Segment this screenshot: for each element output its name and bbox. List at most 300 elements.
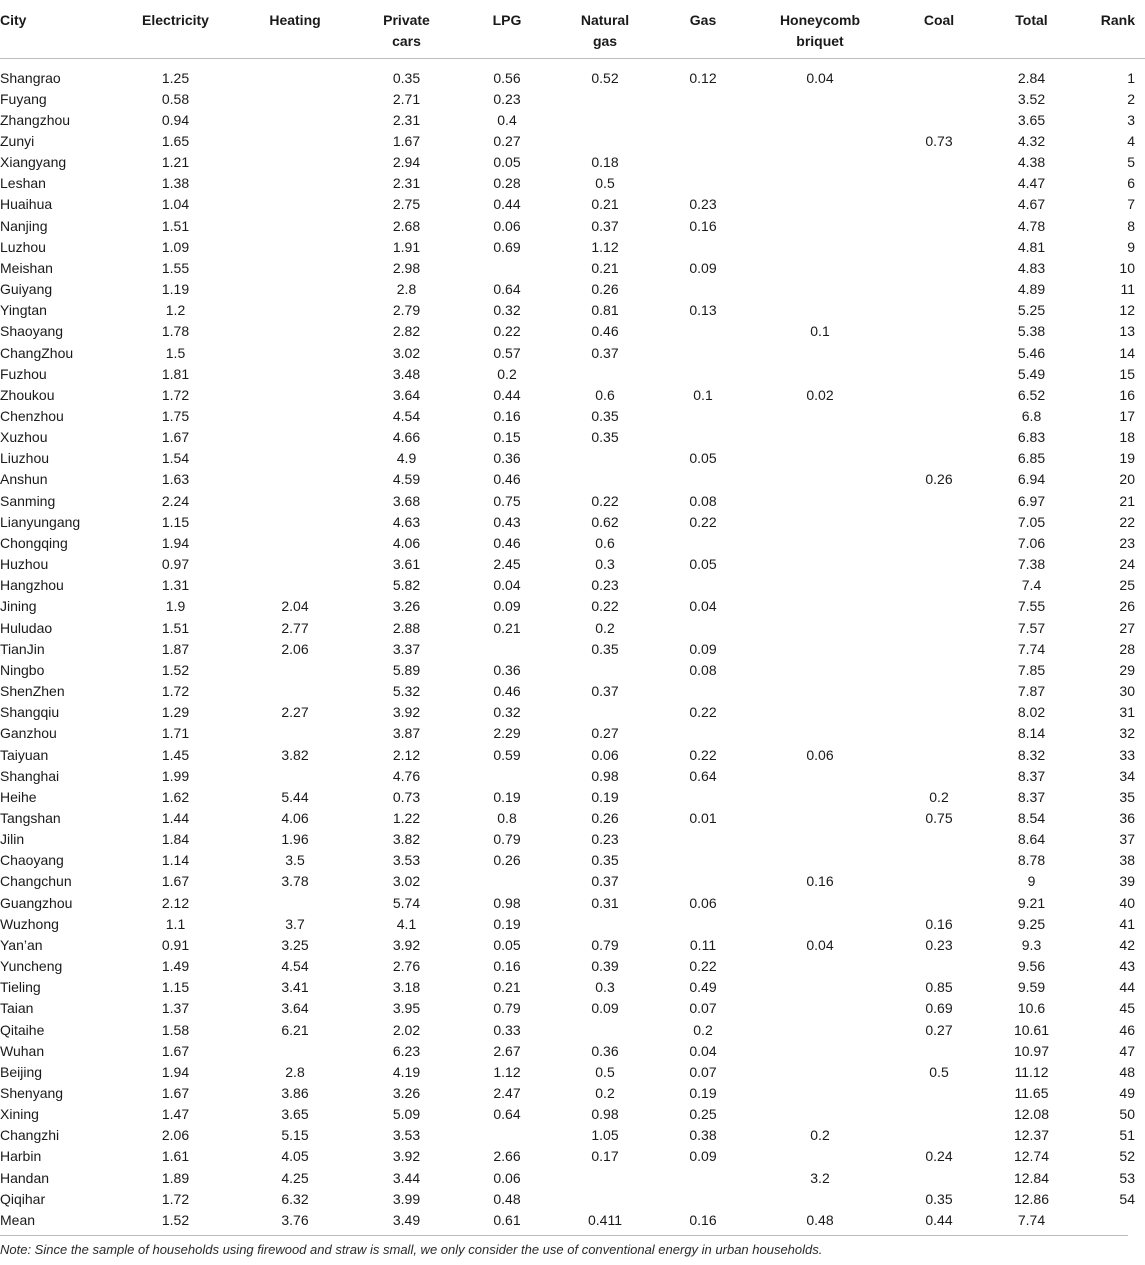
cell-city: Shaoyang xyxy=(0,323,64,340)
cell-heating xyxy=(241,110,349,131)
cell-rank xyxy=(1079,1210,1145,1231)
table-row xyxy=(0,1062,1145,1083)
cell-total: 4.81 xyxy=(1017,238,1046,255)
cell-coal xyxy=(894,554,984,575)
cell-private-cars: 4.1 xyxy=(396,915,417,932)
table-row xyxy=(0,173,1145,194)
cell-heating xyxy=(241,575,349,596)
cell-lpg: 0.32 xyxy=(493,302,521,319)
cell-electricity: 1.51 xyxy=(161,217,190,234)
cell-electricity: 0.91 xyxy=(161,936,190,953)
cell-coal xyxy=(894,237,984,258)
cell-heating xyxy=(241,491,349,512)
cell-city: Leshan xyxy=(0,175,46,192)
cell-natural-gas: 0.19 xyxy=(591,788,619,805)
cell-natural-gas: 0.23 xyxy=(591,831,619,848)
cell-gas xyxy=(660,575,746,596)
cell-coal: 0.2 xyxy=(929,788,949,805)
cell-lpg: 0.61 xyxy=(493,1211,521,1228)
cell-lpg: 0.21 xyxy=(493,619,521,636)
cell-city: Jining xyxy=(0,598,37,615)
cell-heating xyxy=(241,194,349,215)
column-header-label: Rank xyxy=(1100,12,1135,28)
cell-heating xyxy=(241,300,349,321)
cell-coal xyxy=(894,1041,984,1062)
cell-rank: 11 xyxy=(1120,281,1135,298)
table-row xyxy=(0,1083,1145,1104)
cell-city: Huaihua xyxy=(0,196,53,213)
cell-city: Changchun xyxy=(0,873,72,890)
cell-coal xyxy=(894,427,984,448)
cell-gas: 0.04 xyxy=(689,1042,717,1059)
cell-gas xyxy=(660,89,746,110)
cell-lpg: 0.22 xyxy=(493,323,521,340)
cell-gas: 0.64 xyxy=(689,767,717,784)
cell-lpg: 2.66 xyxy=(493,1148,521,1165)
cell-honeycomb xyxy=(746,1020,894,1041)
cell-private-cars: 3.99 xyxy=(392,1190,421,1207)
cell-heating xyxy=(241,893,349,914)
cell-city: Chongqing xyxy=(0,534,68,551)
cell-natural-gas: 0.23 xyxy=(591,577,619,594)
cell-coal xyxy=(894,89,984,110)
cell-natural-gas: 0.35 xyxy=(591,408,619,424)
cell-natural-gas: 0.35 xyxy=(591,429,619,446)
cell-honeycomb xyxy=(746,300,894,321)
cell-honeycomb xyxy=(746,766,894,787)
cell-honeycomb xyxy=(746,173,894,194)
cell-heating: 4.25 xyxy=(281,1169,309,1186)
cell-electricity: 1.72 xyxy=(161,1190,190,1207)
cell-electricity: 1.14 xyxy=(161,852,190,869)
cell-gas: 0.11 xyxy=(689,936,717,953)
cell-total: 9.21 xyxy=(1017,894,1046,911)
cell-total: 4.32 xyxy=(1017,132,1046,149)
cell-heating: 3.86 xyxy=(281,1085,309,1101)
table-row xyxy=(0,977,1145,998)
cell-rank: 54 xyxy=(1119,1190,1135,1207)
cell-electricity: 1.62 xyxy=(161,788,190,805)
cell-heating xyxy=(241,279,349,300)
cell-heating: 3.5 xyxy=(285,852,305,869)
cell-honeycomb xyxy=(746,977,894,998)
cell-total: 12.84 xyxy=(1013,1169,1050,1186)
cell-total: 5.25 xyxy=(1017,302,1046,319)
cell-coal: 0.73 xyxy=(925,132,953,149)
cell-honeycomb xyxy=(746,639,894,660)
cell-heating: 3.65 xyxy=(281,1106,309,1123)
cell-coal xyxy=(894,681,984,702)
table-note: Note: Since the sample of households using firewood and straw is small, we only consider the use of conventional energy in urban households. xyxy=(0,1242,823,1258)
cell-private-cars: 3.61 xyxy=(392,556,421,573)
cell-coal: 0.44 xyxy=(925,1211,953,1228)
cell-lpg xyxy=(464,766,550,787)
cell-coal: 0.23 xyxy=(925,936,953,953)
cell-rank: 51 xyxy=(1119,1127,1135,1144)
cell-gas xyxy=(660,850,746,871)
cell-city: Huludao xyxy=(0,619,53,636)
cell-gas: 0.22 xyxy=(689,746,717,763)
table-row xyxy=(0,1168,1145,1189)
cell-gas: 0.09 xyxy=(689,1148,717,1165)
cell-gas: 0.2 xyxy=(693,1021,713,1038)
cell-rank: 10 xyxy=(1119,259,1135,276)
cell-heating: 4.05 xyxy=(281,1148,309,1165)
cell-gas xyxy=(660,1168,746,1189)
cell-gas xyxy=(660,406,746,427)
cell-lpg xyxy=(464,871,550,892)
cell-natural-gas xyxy=(550,364,660,385)
cell-honeycomb: 0.48 xyxy=(806,1211,834,1228)
cell-lpg: 1.12 xyxy=(493,1063,521,1080)
cell-gas: 0.07 xyxy=(689,1063,717,1080)
column-header-natural-gas xyxy=(550,0,660,58)
cell-total: 4.38 xyxy=(1017,154,1046,171)
cell-rank: 43 xyxy=(1119,958,1135,975)
table-row xyxy=(0,533,1145,554)
cell-coal xyxy=(894,385,984,406)
table-row xyxy=(0,110,1145,131)
cell-rank: 36 xyxy=(1119,809,1135,826)
cell-electricity: 2.06 xyxy=(161,1127,190,1144)
table-row xyxy=(0,131,1145,152)
cell-honeycomb: 0.04 xyxy=(806,936,834,953)
cell-heating xyxy=(241,448,349,469)
cell-electricity: 1.04 xyxy=(161,196,190,213)
cell-honeycomb xyxy=(746,998,894,1019)
cell-electricity: 1.55 xyxy=(161,259,190,276)
cell-natural-gas xyxy=(550,702,660,723)
cell-natural-gas: 0.46 xyxy=(591,323,619,340)
cell-coal xyxy=(894,321,984,342)
cell-total: 8.78 xyxy=(1017,852,1046,869)
cell-private-cars: 3.92 xyxy=(392,1148,421,1165)
cell-city: Guangzhou xyxy=(0,894,73,911)
cell-total: 8.37 xyxy=(1017,767,1046,784)
cell-gas xyxy=(660,1189,746,1210)
cell-electricity: 1.52 xyxy=(161,661,190,678)
cell-lpg: 0.44 xyxy=(493,386,521,403)
cell-coal xyxy=(894,152,984,173)
cell-heating xyxy=(241,152,349,173)
cell-rank: 38 xyxy=(1119,852,1135,869)
cell-rank: 21 xyxy=(1119,492,1135,509)
cell-lpg: 0.46 xyxy=(493,683,521,700)
cell-heating xyxy=(241,427,349,448)
column-header-gas xyxy=(660,0,746,58)
column-header-label: Total xyxy=(1015,12,1048,28)
cell-private-cars: 2.79 xyxy=(392,302,421,319)
cell-lpg: 2.45 xyxy=(493,556,521,573)
cell-rank: 9 xyxy=(1127,238,1135,255)
cell-electricity: 0.58 xyxy=(161,90,190,107)
table-header-row xyxy=(0,0,1145,58)
cell-coal xyxy=(894,639,984,660)
cell-electricity: 1.71 xyxy=(161,725,190,742)
cell-honeycomb xyxy=(746,343,894,364)
cell-heating: 3.82 xyxy=(281,746,309,763)
cell-private-cars: 2.94 xyxy=(392,154,421,171)
cell-private-cars: 3.64 xyxy=(392,386,421,403)
cell-rank: 15 xyxy=(1119,365,1135,382)
cell-natural-gas: 0.98 xyxy=(591,1106,619,1123)
cell-heating: 3.25 xyxy=(281,936,309,953)
cell-heating xyxy=(241,89,349,110)
cell-private-cars: 3.68 xyxy=(392,492,421,509)
cell-lpg: 0.59 xyxy=(493,746,521,763)
cell-rank: 44 xyxy=(1119,979,1135,996)
cell-total: 12.08 xyxy=(1013,1106,1050,1123)
cell-honeycomb xyxy=(746,596,894,617)
cell-city: Taiyuan xyxy=(0,746,49,763)
table-body xyxy=(0,58,1145,1231)
cell-total: 7.38 xyxy=(1017,556,1046,573)
cell-coal xyxy=(894,660,984,681)
cell-coal xyxy=(894,766,984,787)
cell-coal xyxy=(894,1083,984,1104)
table-row xyxy=(0,935,1145,956)
cell-gas xyxy=(660,871,746,892)
cell-city: Shanghai xyxy=(0,767,60,784)
cell-natural-gas: 0.3 xyxy=(595,556,615,573)
cell-coal xyxy=(894,871,984,892)
cell-total: 11.65 xyxy=(1014,1085,1049,1101)
cell-private-cars: 2.71 xyxy=(392,90,421,107)
cell-coal xyxy=(894,745,984,766)
table-row xyxy=(0,1125,1145,1146)
cell-honeycomb: 0.2 xyxy=(810,1127,830,1144)
cell-rank: 20 xyxy=(1119,471,1135,488)
cell-honeycomb xyxy=(746,1062,894,1083)
cell-electricity: 1.25 xyxy=(161,69,190,86)
cell-electricity: 1.94 xyxy=(161,1063,190,1080)
cell-total: 5.49 xyxy=(1017,365,1046,382)
cell-heating: 3.64 xyxy=(281,1000,309,1017)
cell-total: 8.32 xyxy=(1017,746,1046,763)
cell-honeycomb xyxy=(746,554,894,575)
cell-natural-gas: 0.21 xyxy=(591,259,619,276)
cell-gas: 0.12 xyxy=(689,69,717,86)
cell-gas: 0.08 xyxy=(689,492,717,509)
cell-coal: 0.85 xyxy=(925,979,953,996)
cell-lpg: 0.21 xyxy=(493,979,521,996)
cell-city: Sanming xyxy=(0,492,56,509)
cell-lpg: 0.44 xyxy=(493,196,521,213)
cell-electricity: 0.97 xyxy=(161,556,190,573)
cell-lpg: 0.79 xyxy=(493,831,521,848)
column-header-label-line2: gas xyxy=(592,33,618,49)
cell-private-cars: 4.59 xyxy=(392,471,421,488)
cell-natural-gas: 0.79 xyxy=(591,936,619,953)
cell-total: 7.4 xyxy=(1021,577,1042,594)
table-row xyxy=(0,850,1145,871)
cell-honeycomb xyxy=(746,723,894,744)
cell-lpg: 0.05 xyxy=(493,936,521,953)
cell-gas xyxy=(660,152,746,173)
column-header-label: Honeycomb xyxy=(779,12,861,28)
cell-lpg: 0.19 xyxy=(493,788,521,805)
cell-private-cars: 3.48 xyxy=(392,365,421,382)
cell-honeycomb xyxy=(746,448,894,469)
cell-city: Tieling xyxy=(0,979,41,996)
cell-lpg: 0.56 xyxy=(493,69,521,86)
cell-gas: 0.19 xyxy=(689,1085,717,1101)
cell-heating: 2.06 xyxy=(281,640,309,657)
cell-heating xyxy=(241,68,349,89)
cell-city: Zhoukou xyxy=(0,386,55,403)
table-row xyxy=(0,194,1145,215)
cell-honeycomb xyxy=(746,89,894,110)
cell-honeycomb xyxy=(746,829,894,850)
table-row xyxy=(0,406,1145,427)
cell-electricity: 1.49 xyxy=(161,958,190,975)
cell-heating xyxy=(241,131,349,152)
table-row xyxy=(0,618,1145,639)
cell-heating: 2.27 xyxy=(281,704,309,721)
cell-gas xyxy=(660,829,746,850)
cell-natural-gas xyxy=(550,1020,660,1041)
cell-rank: 13 xyxy=(1119,323,1135,340)
cell-lpg: 0.04 xyxy=(493,577,521,594)
cell-heating xyxy=(241,321,349,342)
cell-honeycomb xyxy=(746,1041,894,1062)
cell-natural-gas xyxy=(550,110,660,131)
cell-city: Fuyang xyxy=(0,90,47,107)
cell-rank: 25 xyxy=(1119,577,1135,594)
cell-rank: 32 xyxy=(1119,725,1135,742)
cell-private-cars: 3.92 xyxy=(392,936,421,953)
cell-honeycomb: 0.1 xyxy=(810,323,830,340)
cell-heating xyxy=(241,385,349,406)
cell-city: Shenyang xyxy=(0,1085,64,1101)
cell-natural-gas: 0.35 xyxy=(591,852,619,869)
cell-electricity: 1.75 xyxy=(161,408,190,424)
table-row xyxy=(0,512,1145,533)
cell-gas: 0.22 xyxy=(689,704,717,721)
cell-natural-gas xyxy=(550,469,660,490)
cell-natural-gas: 0.81 xyxy=(591,302,619,319)
cell-heating: 6.32 xyxy=(281,1190,309,1207)
cell-city: Heihe xyxy=(0,788,37,805)
cell-honeycomb xyxy=(746,512,894,533)
cell-electricity: 1.15 xyxy=(161,979,190,996)
cell-honeycomb: 3.2 xyxy=(810,1169,830,1186)
cell-rank: 39 xyxy=(1119,873,1135,890)
table-row xyxy=(0,914,1145,935)
cell-coal xyxy=(894,596,984,617)
table-row xyxy=(0,343,1145,364)
cell-gas: 0.13 xyxy=(689,302,717,319)
cell-heating: 2.77 xyxy=(281,619,309,636)
cell-total: 6.52 xyxy=(1017,386,1046,403)
table-row xyxy=(0,427,1145,448)
cell-coal xyxy=(894,575,984,596)
cell-electricity: 1.21 xyxy=(161,154,190,171)
cell-rank: 8 xyxy=(1127,217,1135,234)
cell-lpg: 0.75 xyxy=(493,492,521,509)
cell-gas xyxy=(660,343,746,364)
cell-honeycomb xyxy=(746,956,894,977)
cell-electricity: 1.67 xyxy=(161,873,190,890)
cell-total: 9.3 xyxy=(1021,936,1042,953)
cell-electricity: 1.87 xyxy=(161,640,190,657)
table-row xyxy=(0,871,1145,892)
column-header-private-cars xyxy=(349,0,464,58)
table-row xyxy=(0,554,1145,575)
cell-natural-gas: 0.2 xyxy=(595,1085,615,1101)
cell-private-cars: 4.66 xyxy=(392,429,421,446)
table-row xyxy=(0,258,1145,279)
cell-gas: 0.05 xyxy=(689,450,717,467)
cell-electricity: 1.67 xyxy=(161,429,190,446)
table-row xyxy=(0,787,1145,808)
cell-private-cars: 1.22 xyxy=(392,809,421,826)
cell-lpg: 0.4 xyxy=(497,111,517,128)
cell-heating xyxy=(241,660,349,681)
cell-natural-gas: 0.35 xyxy=(591,640,619,657)
cell-city: Shangrao xyxy=(0,69,61,86)
cell-private-cars: 2.8 xyxy=(396,281,417,298)
cell-private-cars: 4.54 xyxy=(392,408,421,424)
cell-rank: 4 xyxy=(1127,132,1135,149)
cell-coal xyxy=(894,1104,984,1125)
cell-total: 8.37 xyxy=(1017,788,1046,805)
cell-lpg: 0.15 xyxy=(493,429,521,446)
cell-gas: 0.09 xyxy=(689,640,717,657)
cell-total: 4.67 xyxy=(1017,196,1046,213)
cell-city: Mean xyxy=(0,1211,36,1228)
cell-city: Anshun xyxy=(0,471,48,488)
cell-city: Zunyi xyxy=(0,132,35,149)
cell-rank: 33 xyxy=(1119,746,1135,763)
cell-honeycomb xyxy=(746,152,894,173)
cell-lpg xyxy=(464,258,550,279)
cell-electricity: 1.47 xyxy=(161,1106,190,1123)
cell-rank: 16 xyxy=(1119,386,1135,403)
table-row xyxy=(0,829,1145,850)
cell-gas xyxy=(660,681,746,702)
cell-natural-gas: 0.06 xyxy=(591,746,619,763)
cell-honeycomb xyxy=(746,702,894,723)
cell-coal xyxy=(894,533,984,554)
cell-gas: 0.07 xyxy=(689,1000,717,1017)
cell-electricity: 1.52 xyxy=(161,1211,190,1228)
cell-natural-gas: 0.17 xyxy=(591,1148,619,1165)
table-row xyxy=(0,998,1145,1019)
cell-gas xyxy=(660,533,746,554)
cell-electricity: 1.58 xyxy=(161,1021,190,1038)
column-header-label: Coal xyxy=(923,12,955,28)
cell-heating xyxy=(241,554,349,575)
cell-private-cars: 6.23 xyxy=(392,1042,421,1059)
cell-total: 5.38 xyxy=(1017,323,1046,340)
cell-coal xyxy=(894,216,984,237)
cell-city: Qitaihe xyxy=(0,1021,45,1038)
column-header-heating xyxy=(241,0,349,58)
cell-electricity: 1.9 xyxy=(165,598,186,615)
table-row xyxy=(0,300,1145,321)
table-row xyxy=(0,491,1145,512)
cell-city: Jilin xyxy=(0,831,25,848)
cell-natural-gas: 0.37 xyxy=(591,217,619,234)
cell-honeycomb: 0.16 xyxy=(806,873,834,890)
cell-total: 6.8 xyxy=(1021,408,1042,424)
table-row xyxy=(0,575,1145,596)
table-row xyxy=(0,89,1145,110)
cell-coal xyxy=(894,173,984,194)
cell-gas: 0.1 xyxy=(693,386,713,403)
cell-rank: 17 xyxy=(1119,408,1135,424)
